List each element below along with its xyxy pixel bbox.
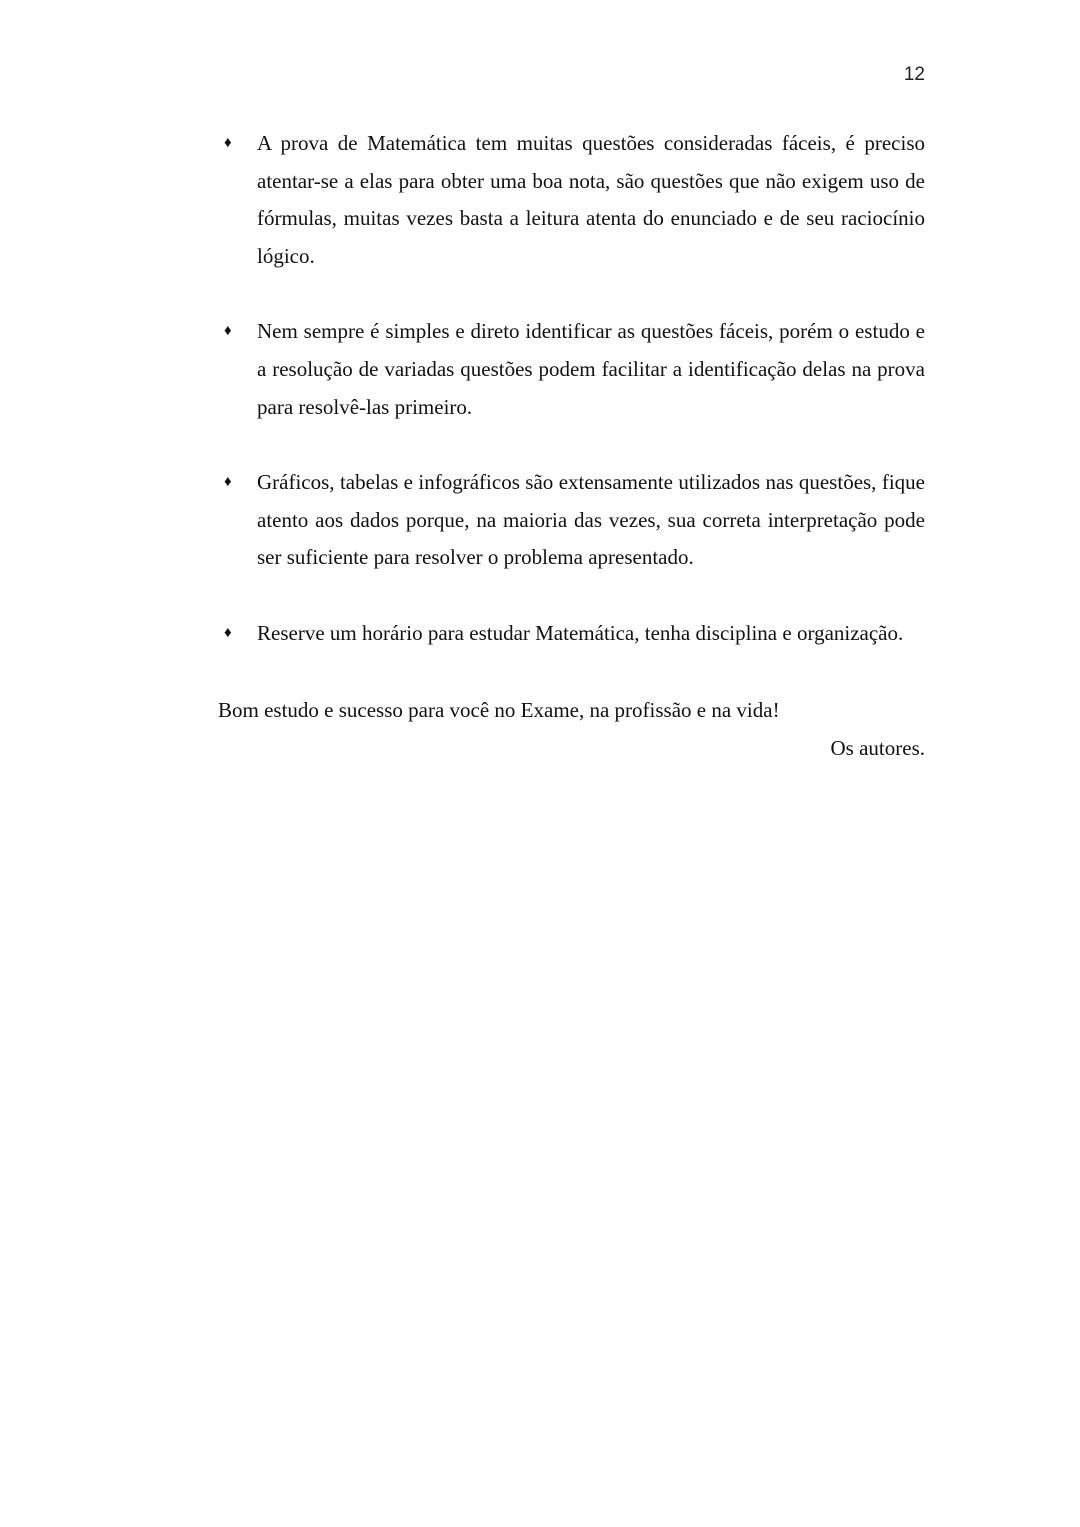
list-item	[218, 313, 925, 426]
list-item	[218, 464, 925, 577]
authors-signature: Os autores.	[830, 735, 925, 760]
diamond-bullet-icon: ♦	[224, 474, 232, 491]
list-item	[218, 615, 925, 653]
diamond-bullet-icon: ♦	[224, 323, 232, 340]
list-item-text: Nem sempre é simples e direto identificar as questões fáceis, porém o estudo e a resolução de variadas questões podem facilitar a identificação delas na prova para resolvê-las primeiro.	[257, 319, 925, 419]
diamond-bullet-icon: ♦	[224, 135, 232, 151]
list-item-text: Reserve um horário para estudar Matemática, tenha disciplina e organização.	[257, 620, 904, 645]
list-item	[218, 125, 925, 275]
list-item-text: A prova de Matemática tem muitas questões consideradas fáceis, é preciso atentar-se a elas para obter uma boa nota, são questões que não exigem uso de fórmulas, muitas vezes basta a leitura atenta do enunciado e de seu raciocínio lógico.	[257, 131, 925, 268]
closing-message: Bom estudo e sucesso para você no Exame, na profissão e na vida!	[218, 697, 780, 722]
page-number: 12	[903, 64, 925, 85]
list-item-text: Gráficos, tabelas e infográficos são extensamente utilizados nas questões, fique atento aos dados porque, na maioria das vezes, sua correta interpretação pode ser suficiente para resolver o problema apresentado.	[257, 470, 925, 570]
tips-list	[218, 125, 925, 653]
page-content	[218, 125, 925, 767]
diamond-bullet-icon: ♦	[224, 624, 232, 641]
